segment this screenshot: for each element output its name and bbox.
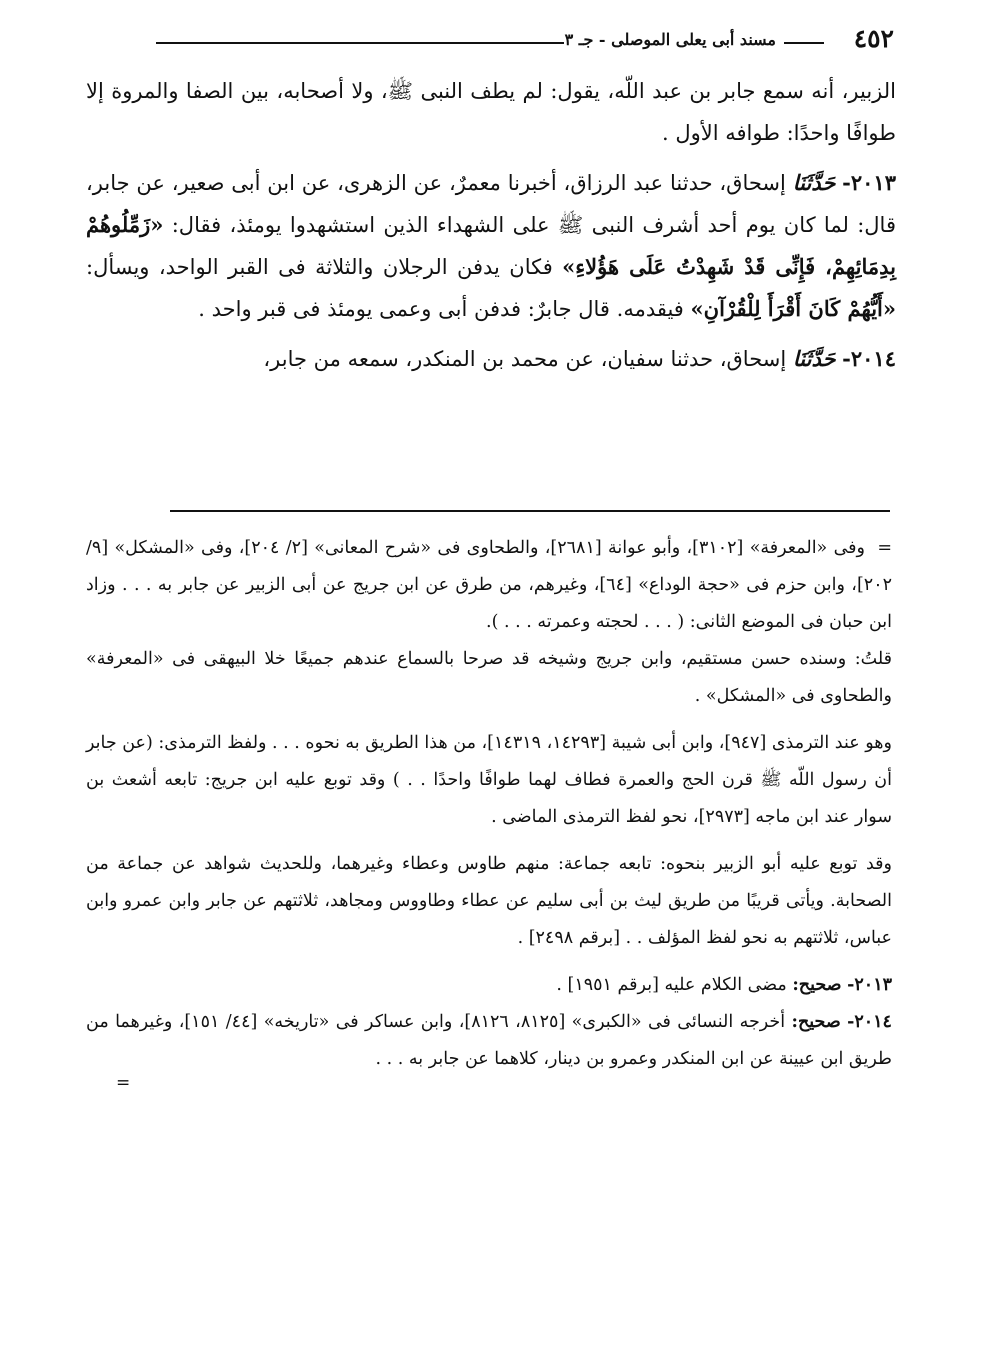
grading-label: صحيح: [791, 1012, 841, 1032]
hadith-2013 [86, 162, 896, 330]
paragraph-continuation: الزبير، أنه سمع جابر بن عبد اللّه، يقول: لم يطف النبى ﷺ، ولا أصحابه، بين الصفا والمروة إلا طوافًا واحدًا: طوافه الأول . [86, 79, 896, 145]
footnote-paragraph [86, 530, 892, 641]
page-header [86, 22, 894, 62]
footnote-2014 [86, 1004, 892, 1078]
hadith-keyword: حَدَّثَنَا [792, 170, 836, 195]
prophetic-quote: «أَيُّهُمْ كَانَ أَقْرَأَ لِلْقُرْآنِ» [690, 296, 896, 321]
hadith-number: ٢٠١٤- [842, 346, 896, 371]
footnote-paragraph: وهو عند الترمذى [٩٤٧]، وابن أبى شيبة [١٤٢٩٣، ١٤٣١٩]، من هذا الطريق به نحوه . . . ولفظ الترمذى: (عن جابر أن رسول اللّه ﷺ قرن الحج والعمرة فطاف لهما طوافًا واحدًا . . ) وقد توبع عليه ابن جريج: تابعه أشعث بن سوار عند ابن ماجه [٢٩٧٣]، نحو لفظ الترمذى الماضى . [86, 733, 892, 827]
footnote-2013 [86, 967, 892, 1004]
footnote-number: ٢٠١٤- [847, 1012, 892, 1032]
page-number: ٤٥٢ [853, 24, 894, 53]
header-rule-right [784, 42, 824, 44]
hadith-text: إسحاق، حدثنا سفيان، عن محمد بن المنكدر، سمعه من جابر، [263, 347, 787, 371]
hadith-text: إسحاق، حدثنا عبد الرزاق، أخبرنا معمرٌ، عن الزهرى، عن ابن أبى صعير، عن جابر، قال: لما كان يوم أحد أشرف النبى ﷺ على الشهداء الذين استشهدوا يومئذ، فقال: [86, 171, 896, 237]
continuation-mark: = [877, 538, 892, 558]
main-text [86, 70, 896, 380]
hadith-keyword: حَدَّثَنَا [792, 346, 836, 371]
continuation-mark: = [116, 1073, 131, 1093]
hadith-number: ٢٠١٣- [842, 170, 896, 195]
hadith-text: فكان يدفن الرجلان والثلاثة فى القبر الواحد، ويسأل: [86, 255, 553, 279]
footnote-text: وفى «المعرفة» [٣١٠٢]، وأبو عوانة [٢٦٨١]، والطحاوى فى «شرح المعانى» [٢/ ٢٠٤]، وفى «المشكل» [٩/ ٢٠٢]، وابن حزم فى «حجة الوداع» [٦٤]، وغيرهم، من طرق عن ابن جريج عن أبى الزبير عن جابر به . . . وزاد ابن حبان فى الموضع الثانى: ( . . . لحجته وعمرته . . . ). [86, 538, 892, 632]
header-rule-left [156, 42, 564, 44]
footnote-paragraph: وقد توبع عليه أبو الزبير بنحوه: تابعه جماعة: منهم طاوس وعطاء وغيرهما، وللحديث شواهد عن جماعة من الصحابة. ويأتى قريبًا من طريق ليث بن أبى سليم عن عطاء وطاووس ومجاهد، ثلاثتهم عن جابر وابن عمرو وابن عباس، ثلاثتهم به نحو لفظ المؤلف . . [برقم ٢٤٩٨] . [86, 854, 892, 948]
hadith-2014 [86, 338, 896, 380]
footnote-text: أخرجه النسائى فى «الكبرى» [٨١٢٥، ٨١٢٦]، وابن عساكر فى «تاريخه» [٤٤/ ١٥١]، وغيرهما من طريق ابن عيينة عن ابن المنكدر وعمرو بن دينار، كلاهما عن جابر به . . . [86, 1012, 892, 1069]
running-title: مسند أبى يعلى الموصلى - جـ ٣ [564, 30, 776, 49]
footnote-text: مضى الكلام عليه [برقم ١٩٥١] . [556, 975, 787, 995]
grading-label: صحيح: [792, 975, 842, 995]
footnotes [86, 530, 892, 1092]
hadith-text: فيقدمه. قال جابرٌ: فدفن أبى وعمى يومئذ فى قبر واحد . [198, 297, 684, 321]
prophetic-quote: «زَمِّلُوهُمْ بِدِمَائِهِمْ، فَإِنِّى قَدْ شَهِدْتُ عَلَى هَؤُلاءِ» [86, 212, 896, 279]
footnote-number: ٢٠١٣- [847, 975, 892, 995]
footnote-separator [170, 510, 890, 512]
footnote-paragraph: قلتُ: وسنده حسن مستقيم، وابن جريج وشيخه قد صرحا بالسماع عندهم جميعًا خلا البيهقى فى «المعرفة» والطحاوى فى «المشكل» . [86, 649, 892, 706]
